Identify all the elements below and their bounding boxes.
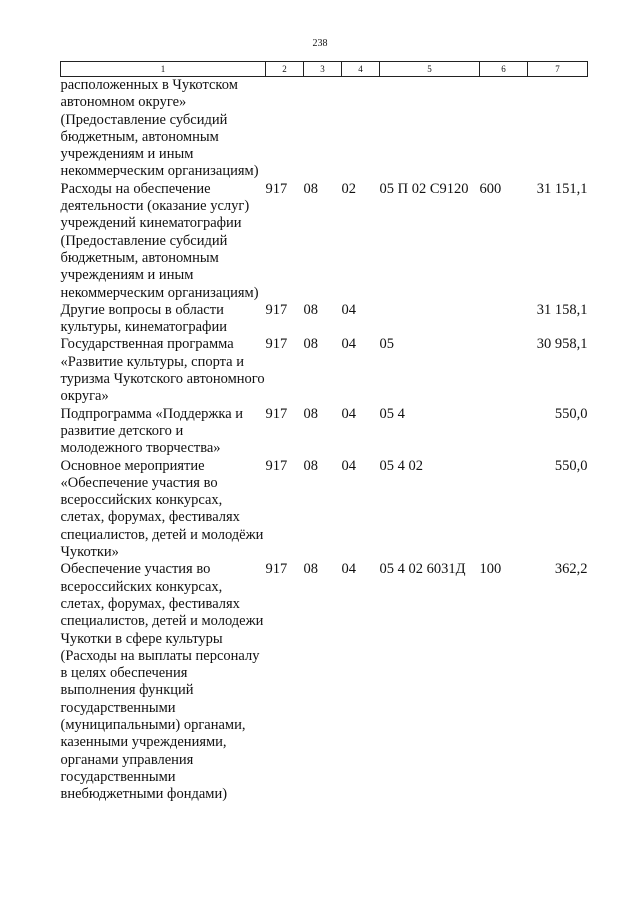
row-sum: 30 958,1 (536, 336, 588, 353)
row-vr: 100 (479, 561, 502, 578)
row-vr (480, 406, 528, 458)
row-vr (480, 458, 528, 562)
row-sum: 550,0 (554, 405, 588, 422)
header-col-4: 4 (342, 62, 380, 77)
row-vr (480, 336, 528, 405)
row-glav: 917 (265, 457, 288, 474)
row-glav (266, 77, 304, 181)
row-prz: 04 (341, 336, 356, 353)
table-row (61, 458, 588, 562)
table-row (61, 302, 588, 337)
row-sum: 550,0 (554, 457, 588, 474)
row-csr: 05 4 (379, 405, 405, 422)
row-prz (342, 77, 380, 181)
row-rz: 08 (303, 180, 318, 197)
row-rz (304, 77, 342, 181)
row-prz: 04 (341, 301, 356, 318)
header-col-6: 6 (480, 62, 528, 77)
row-name: Основное мероприятие «Обеспечение участия во всероссийских конкурсах, слетах, форумах, фестивалях специалистов, детей и молодёжи Чукотки» (60, 457, 264, 561)
row-sum: 31 151,1 (536, 180, 588, 197)
row-prz: 02 (341, 180, 356, 197)
row-glav: 917 (265, 336, 288, 353)
header-col-1: 1 (61, 62, 266, 77)
row-rz: 08 (303, 561, 318, 578)
page-number: 238 (312, 38, 328, 49)
row-glav: 917 (265, 301, 288, 318)
budget-table (60, 61, 588, 803)
row-prz: 04 (341, 405, 356, 422)
header-col-5: 5 (380, 62, 480, 77)
table-header (61, 62, 588, 77)
row-glav: 917 (265, 180, 288, 197)
row-name: Другие вопросы в области культуры, кинематографии (60, 301, 227, 336)
row-csr (380, 302, 480, 337)
row-sum: 362,2 (554, 561, 588, 578)
table-body (61, 77, 588, 804)
row-csr: 05 П 02 С9120 (379, 180, 469, 197)
row-vr: 600 (479, 180, 502, 197)
row-vr (480, 302, 528, 337)
row-rz: 08 (303, 301, 318, 318)
header-col-7: 7 (528, 62, 588, 77)
row-sum: 31 158,1 (536, 301, 588, 318)
table-row (61, 561, 588, 803)
row-csr: 05 4 02 (379, 457, 423, 474)
row-name: Обеспечение участия во всероссийских конкурсах, слетах, форумах, фестивалях специалистов, детей и молодежи Чукотки в сфере культуры (Расходы на выплаты персоналу в целях обеспечения выполнения функций государственными (муниципальными) органами, казенными учреждениями, органами управления государственными внебюджетными фондами) (60, 561, 264, 803)
header-col-2: 2 (266, 62, 304, 77)
row-prz: 04 (341, 561, 356, 578)
row-vr (480, 77, 528, 181)
row-rz: 08 (303, 405, 318, 422)
table-row (61, 77, 588, 181)
row-csr: 05 4 02 6031Д (379, 561, 466, 578)
row-rz: 08 (303, 457, 318, 474)
row-glav: 917 (265, 561, 288, 578)
row-glav: 917 (265, 405, 288, 422)
row-name: расположенных в Чукотском автономном округе» (Предоставление субсидий бюджетным, автономным учреждениям и иным некоммерческим организациям) (60, 77, 259, 180)
row-rz: 08 (303, 336, 318, 353)
table-row (61, 336, 588, 405)
row-name: Государственная программа «Развитие культуры, спорта и туризма Чукотского автономного округа» (60, 336, 265, 405)
row-csr: 05 (379, 336, 394, 353)
table-row (61, 181, 588, 302)
row-sum (528, 77, 588, 181)
header-row (61, 62, 588, 77)
row-name: Подпрограмма «Поддержка и развитие детского и молодежного творчества» (60, 405, 244, 457)
header-col-3: 3 (304, 62, 342, 77)
row-prz: 04 (341, 457, 356, 474)
row-name: Расходы на обеспечение деятельности (оказание услуг) учреждений кинематографии (Предоставление субсидий бюджетным, автономным учреждениям и иным некоммерческим организациям) (60, 180, 259, 301)
table-row (61, 406, 588, 458)
row-csr (380, 77, 480, 181)
